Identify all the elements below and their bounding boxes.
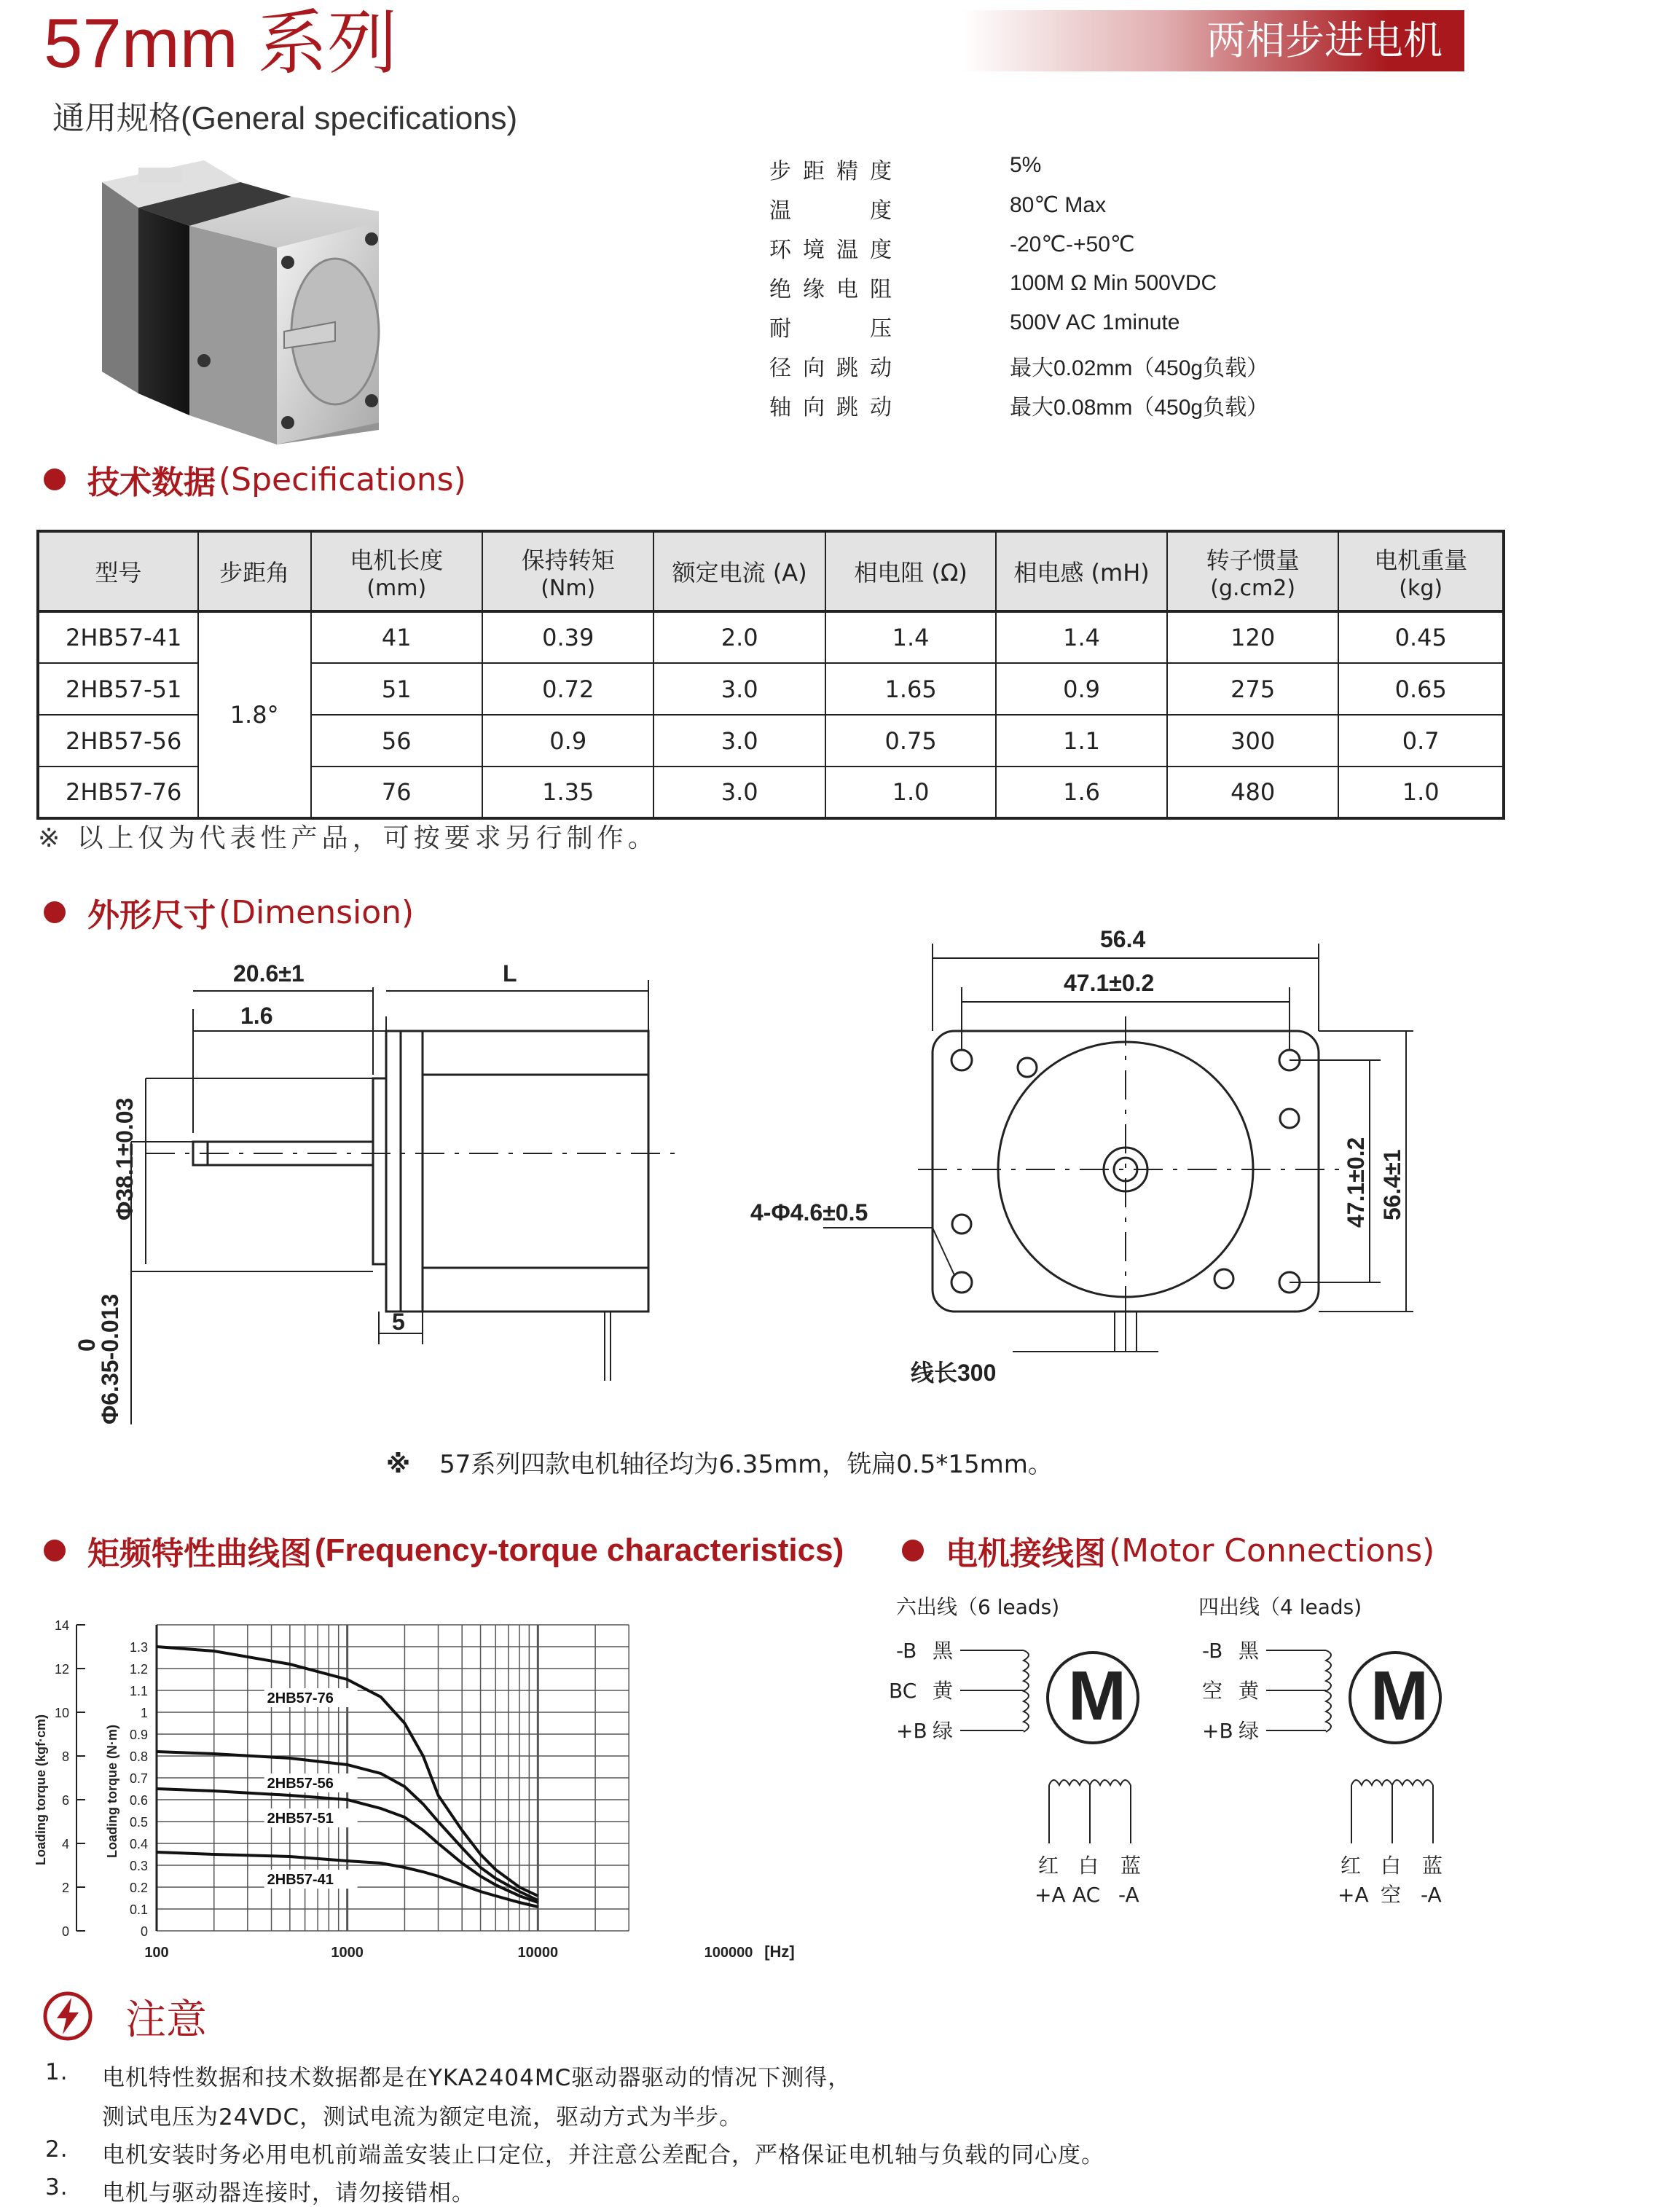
series-title: 57mm 系列	[44, 0, 397, 87]
y-tick-label: 1.1	[130, 1684, 148, 1698]
x-unit-label: [Hz]	[764, 1943, 795, 1961]
connections-diagram	[874, 1574, 1457, 1909]
lead-label: +B	[896, 1719, 927, 1743]
lead-color: 红	[1038, 1854, 1059, 1878]
cell-resistance: 1.4	[825, 611, 996, 663]
y2-tick-label: 14	[55, 1618, 69, 1633]
spec-value: 500V AC 1minute	[1010, 310, 1179, 335]
note-mark: ※	[386, 1450, 410, 1479]
motor-symbol: M	[1068, 1657, 1126, 1735]
cell-inductance: 1.1	[996, 715, 1167, 767]
spec-label: 耐压	[769, 310, 893, 342]
spec-label: 步距精度	[769, 153, 893, 185]
lead-color: 黄	[933, 1679, 954, 1703]
bullet-icon	[44, 901, 66, 923]
y2-tick-label: 0	[62, 1924, 69, 1939]
spec-value: -20℃-+50℃	[1010, 232, 1135, 257]
lead-color: 绿	[1239, 1719, 1259, 1743]
notice-text: 电机特性数据和技术数据都是在YKA2404MC驱动器驱动的情况下测得，	[102, 2059, 851, 2092]
y-tick-label: 1.3	[130, 1640, 148, 1655]
cell-length: 56	[311, 715, 483, 767]
dim-pilot-dia: Φ38.1±0.03	[111, 1098, 138, 1220]
col-header: 电机长度 (mm)	[311, 531, 483, 611]
y2-tick-label: 6	[62, 1793, 69, 1808]
lead-label: -A	[1421, 1883, 1442, 1907]
spec-value: 100M Ω Min 500VDC	[1010, 271, 1217, 296]
dimension-note	[386, 1444, 1053, 1480]
category-label: 两相步进电机	[1206, 17, 1442, 64]
connections-heading	[902, 1529, 1434, 1572]
notice-num: 1.	[45, 2059, 68, 2085]
lead-color: 黑	[933, 1639, 954, 1663]
cell-weight: 1.0	[1338, 767, 1504, 818]
table-note: ※ 以上仅为代表性产品，可按要求另行制作。	[38, 818, 659, 855]
motor-symbol: M	[1370, 1657, 1429, 1735]
y-tick-label: 1	[141, 1706, 148, 1720]
series-label: 2HB57-41	[267, 1872, 334, 1888]
side-view	[131, 980, 685, 1424]
cell-inductance: 1.4	[996, 611, 1167, 663]
dim-lead-length: 线长300	[911, 1360, 996, 1386]
cell-torque: 0.72	[482, 663, 653, 715]
dim-height: 56.4±1	[1379, 1149, 1405, 1220]
specifications-table	[36, 530, 1505, 820]
spec-label: 径向跳动	[769, 350, 893, 382]
cell-inertia: 275	[1167, 663, 1339, 715]
cell-length: 41	[311, 611, 483, 663]
lead-label: AC	[1072, 1883, 1100, 1907]
y2-tick-label: 4	[62, 1837, 69, 1851]
category-banner	[962, 10, 1464, 71]
frequency-torque-heading	[44, 1529, 844, 1572]
cell-inertia: 300	[1167, 715, 1339, 767]
notice-num: 3.	[45, 2174, 68, 2200]
four-leads-title: 四出线（4 leads)	[1198, 1595, 1362, 1619]
lead-label: 空	[1202, 1679, 1222, 1703]
y-tick-label: 0.7	[130, 1771, 148, 1786]
lead-label: +A	[1338, 1883, 1369, 1907]
dim-holes: 4-Φ4.6±0.5	[750, 1199, 868, 1226]
six-leads-diagram	[889, 1639, 1141, 1907]
bullet-icon	[902, 1540, 924, 1561]
x-tick-label: 10000	[518, 1945, 559, 1961]
y2-tick-label: 10	[55, 1706, 69, 1720]
y-tick-label: 0.8	[130, 1749, 148, 1764]
notice-text: 电机与驱动器连接时，请勿接错相。	[102, 2174, 475, 2207]
series-label: 2HB57-76	[267, 1690, 334, 1706]
cell-current: 3.0	[653, 663, 825, 715]
dimension-title: 外形尺寸	[87, 889, 216, 936]
frequency-torque-title-en: (Frequency-torque characteristics)	[315, 1532, 844, 1569]
cell-torque: 1.35	[482, 767, 653, 818]
general-spec-title: 通用规格(General specifications)	[52, 92, 517, 138]
col-header: 步距角	[198, 531, 311, 611]
col-header: 额定电流 (A)	[653, 531, 825, 611]
torque-chart	[7, 1574, 816, 1967]
frequency-torque-title: 矩频特性曲线图	[87, 1527, 312, 1574]
lead-color: 绿	[933, 1719, 953, 1743]
col-header: 相电感 (mH)	[996, 531, 1167, 611]
y-tick-label: 0.6	[130, 1793, 148, 1808]
cell-model: 2HB57-51	[38, 663, 198, 715]
lead-color: 蓝	[1120, 1854, 1141, 1878]
dim-body-length: L	[503, 960, 517, 987]
notice-text: 电机安装时务必用电机前端盖安装止口定位，并注意公差配合，严格保证电机轴与负载的同心度。	[102, 2136, 1104, 2169]
specifications-title: 技术数据	[87, 456, 216, 503]
cell-weight: 0.7	[1338, 715, 1504, 767]
dimension-drawing	[87, 914, 1413, 1446]
lead-label: +B	[1202, 1719, 1233, 1743]
lead-label: -B	[1202, 1639, 1222, 1663]
dimension-title-en: (Dimension)	[219, 894, 414, 931]
y-tick-label: 0.1	[130, 1902, 148, 1917]
lead-label: +A	[1035, 1883, 1066, 1907]
spec-value: 最大0.02mm（450g负载）	[1010, 350, 1268, 382]
series-label: 2HB57-56	[267, 1776, 334, 1792]
notice-num: 2.	[45, 2136, 68, 2163]
y-tick-label: 0.9	[130, 1728, 148, 1742]
lead-label: -B	[896, 1639, 916, 1663]
y-tick-label: 0	[141, 1924, 148, 1939]
spec-value: 5%	[1010, 153, 1041, 178]
cell-resistance: 1.0	[825, 767, 996, 818]
y-tick-label: 1.2	[130, 1662, 148, 1677]
col-header: 保持转矩 (Nm)	[482, 531, 653, 611]
lead-label: -A	[1118, 1883, 1139, 1907]
spec-value: 最大0.08mm（450g负载）	[1010, 389, 1268, 421]
y-axis-label: Loading torque (N·m)	[105, 1725, 119, 1858]
dim-width: 56.4	[1100, 926, 1145, 952]
col-header: 相电阻 (Ω)	[825, 531, 996, 611]
cell-inertia: 480	[1167, 767, 1339, 818]
connections-title-en: (Motor Connections)	[1109, 1532, 1434, 1569]
x-tick-label: 1000	[331, 1945, 364, 1961]
six-leads-title: 六出线（6 leads)	[896, 1595, 1059, 1619]
connections-title: 电机接线图	[946, 1527, 1106, 1574]
cell-current: 2.0	[653, 611, 825, 663]
x-tick-label: 100	[144, 1945, 168, 1961]
lead-color: 白	[1078, 1854, 1099, 1878]
cell-model: 2HB57-56	[38, 715, 198, 767]
y2-tick-label: 12	[55, 1662, 69, 1677]
four-leads-diagram	[1202, 1639, 1442, 1907]
bullet-icon	[44, 1540, 66, 1561]
spec-value: 80℃ Max	[1010, 192, 1106, 218]
spec-label: 温度	[769, 192, 893, 224]
lead-color: 黄	[1239, 1679, 1260, 1703]
cell-model: 2HB57-41	[38, 611, 198, 663]
warning-icon	[42, 1991, 93, 2042]
cell-inductance: 1.6	[996, 767, 1167, 818]
dim-hole-spacing: 47.1±0.2	[1064, 970, 1154, 996]
cell-weight: 0.45	[1338, 611, 1504, 663]
cell-length: 51	[311, 663, 483, 715]
notice-text: 测试电压为24VDC，测试电流为额定电流，驱动方式为半步。	[102, 2098, 742, 2131]
lead-color: 黑	[1239, 1639, 1260, 1663]
dim-shaft-dia: Φ6.35-0.013	[97, 1294, 123, 1424]
cell-current: 3.0	[653, 715, 825, 767]
table-row	[38, 611, 1504, 663]
cell-resistance: 0.75	[825, 715, 996, 767]
col-header: 转子惯量 (g.cm2)	[1167, 531, 1339, 611]
y-tick-label: 0.3	[130, 1859, 148, 1873]
dim-flange: 5	[392, 1309, 405, 1335]
specifications-heading	[44, 458, 466, 501]
cell-length: 76	[311, 767, 483, 818]
cell-weight: 0.65	[1338, 663, 1504, 715]
cell-torque: 0.39	[482, 611, 653, 663]
series-label: 2HB57-51	[267, 1811, 334, 1827]
spec-label: 环境温度	[769, 232, 893, 264]
table-header-row	[38, 531, 1504, 611]
cell-inertia: 120	[1167, 611, 1339, 663]
lead-color: 红	[1341, 1854, 1361, 1878]
cell-current: 3.0	[653, 767, 825, 818]
dim-step: 1.6	[240, 1003, 272, 1029]
spec-label: 绝缘电阻	[769, 271, 893, 303]
motor-photo	[58, 153, 437, 444]
front-view	[823, 944, 1413, 1352]
cell-torque: 0.9	[482, 715, 653, 767]
y2-tick-label: 2	[62, 1881, 69, 1895]
notice-title: 注意	[125, 1988, 207, 2046]
col-header: 型号	[38, 531, 198, 611]
bullet-icon	[44, 469, 66, 490]
x-tick-label: 100000	[704, 1945, 753, 1961]
dim-shaft-tol: 0	[74, 1338, 100, 1352]
y-tick-label: 0.4	[130, 1837, 148, 1851]
lead-color: 白	[1381, 1854, 1401, 1878]
note-text: 57系列四款电机轴径均为6.35mm，铣扁0.5*15mm。	[439, 1450, 1053, 1479]
cell-step-angle: 1.8°	[198, 611, 311, 818]
y2-tick-label: 8	[62, 1749, 69, 1764]
cell-resistance: 1.65	[825, 663, 996, 715]
dim-shaft-length: 20.6±1	[233, 960, 305, 987]
spec-label: 轴向跳动	[769, 389, 893, 421]
cell-model: 2HB57-76	[38, 767, 198, 818]
dim-hole-spacing-v: 47.1±0.2	[1343, 1137, 1369, 1228]
lead-color: 蓝	[1422, 1854, 1442, 1878]
y2-axis-label: Loading torque (kgf·cm)	[34, 1714, 48, 1865]
lead-label: 空	[1381, 1883, 1401, 1907]
specifications-title-en: (Specifications)	[219, 461, 466, 498]
y-tick-label: 0.5	[130, 1815, 148, 1830]
cell-inductance: 0.9	[996, 663, 1167, 715]
lead-label: BC	[889, 1679, 916, 1703]
col-header: 电机重量 (kg)	[1338, 531, 1504, 611]
y-tick-label: 0.2	[130, 1881, 148, 1895]
